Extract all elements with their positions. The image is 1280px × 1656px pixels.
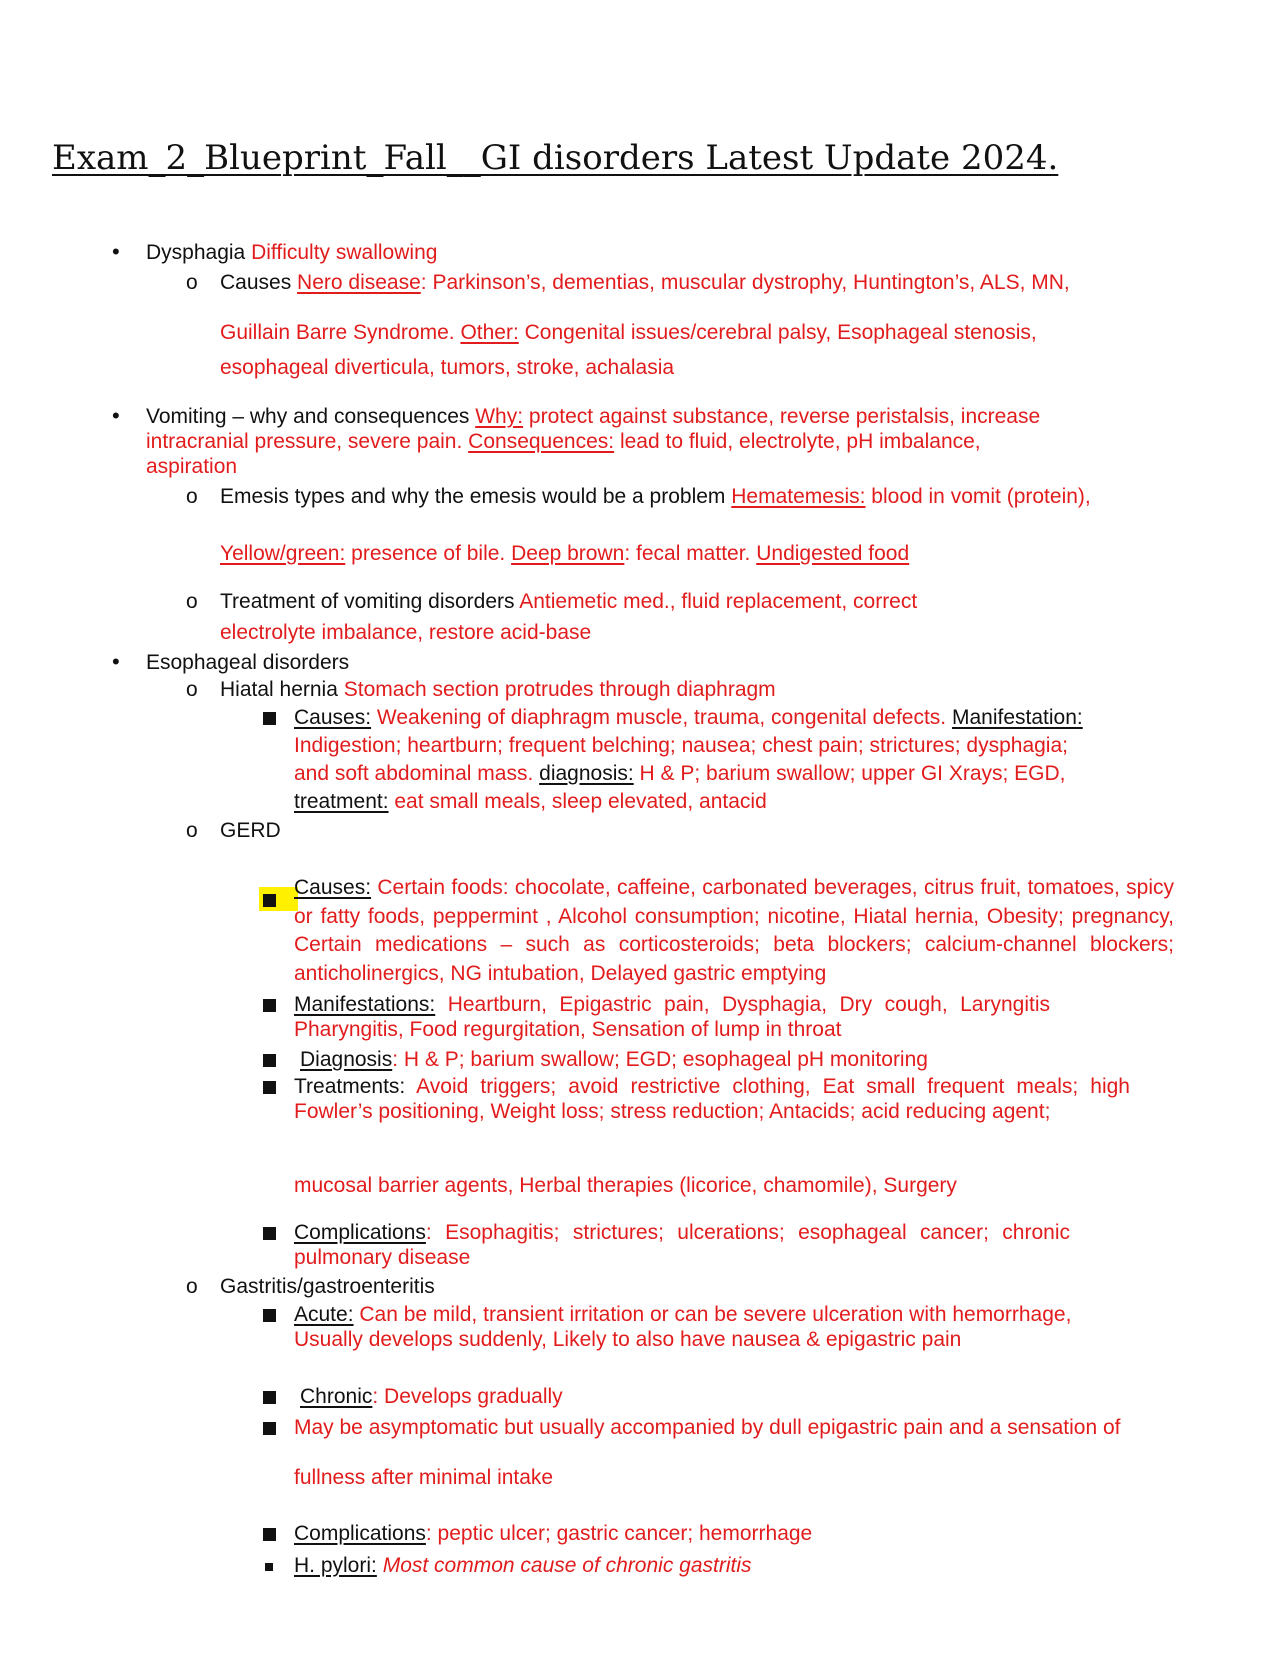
gastritis-complications	[294, 1521, 812, 1547]
nero-disease-list: : Parkinson’s, dementias, muscular dystrophy, Huntington’s, ALS, MN,	[420, 271, 1070, 294]
gastritis-label: Gastritis/gastroenteritis	[220, 1275, 435, 1298]
consequences-label: Consequences:	[468, 430, 615, 453]
causes-label: Causes:	[294, 876, 372, 899]
other-list: Congenital issues/cerebral palsy, Esophageal stenosis,	[518, 321, 1037, 344]
gerd-complications-text: Esophagitis; strictures; ulcerations; esophageal cancer; chronic pulmonary disease	[294, 1221, 1070, 1269]
h-pylori-label: H. pylori:	[294, 1554, 377, 1577]
gerd-manifestations	[294, 992, 1050, 1042]
gerd-complications: Complications: Esophagitis; strictures; ulcerations; esophageal cancer; chronic pulmonary disease	[294, 1221, 1070, 1269]
vomiting-treatment-line2: electrolyte imbalance, restore acid-base	[220, 621, 592, 644]
square-bullet-icon	[263, 894, 276, 907]
causes-text: Guillain Barre Syndrome.	[220, 321, 461, 344]
sub-bullet-icon: o	[186, 1275, 198, 1298]
sub-bullet-icon: o	[186, 485, 198, 508]
gerd-treatments-text: Avoid triggers; avoid restrictive clothing, Eat small frequent meals; high Fowler’s positioning, Weight loss; stress reduction; Antacids; acid reducing agent;	[294, 1075, 1130, 1123]
h-pylori-item	[294, 1553, 752, 1579]
gastritis-acute	[294, 1302, 1096, 1352]
manifestation-label: Manifestation:	[951, 706, 1083, 729]
deep-brown-label: Deep brown	[511, 542, 625, 565]
emesis-types	[220, 484, 1091, 510]
square-bullet-icon	[263, 1054, 276, 1067]
why-text: protect against substance, reverse peristalsis, increase	[523, 405, 1041, 428]
hiatal-hernia-definition: Stomach section protrudes through diaphragm	[343, 678, 776, 701]
bullet-icon: •	[112, 239, 120, 264]
why-label: Why:	[475, 405, 524, 428]
hiatal-diagnosis	[294, 761, 1066, 787]
yellow-green-text: presence of bile.	[345, 542, 512, 565]
hiatal-hernia-label: Hiatal hernia	[220, 678, 338, 701]
bullet-icon: •	[112, 649, 120, 674]
dysphagia-causes-line3: esophageal diverticula, tumors, stroke, achalasia	[220, 356, 675, 379]
emesis-label: Emesis types and why the emesis would be a problem	[220, 485, 726, 508]
dysphagia-label: Dysphagia	[146, 241, 246, 264]
document-title: Exam_2_Blueprint_Fall__GI disorders Latest Update 2024.	[52, 138, 1059, 178]
acute-label: Acute:	[294, 1303, 354, 1326]
gerd-treatments	[294, 1074, 1130, 1124]
square-bullet-icon	[263, 1309, 276, 1322]
gastritis-asymptomatic-line2: fullness after minimal intake	[294, 1466, 554, 1489]
gerd-treatments-cont: mucosal barrier agents, Herbal therapies (licorice, chamomile), Surgery	[294, 1174, 957, 1197]
h-pylori-text: Most common cause of chronic gastritis	[382, 1554, 752, 1577]
gerd-diagnosis	[300, 1047, 928, 1073]
vomiting-line3: aspiration	[146, 455, 238, 478]
gastritis-chronic	[300, 1384, 563, 1410]
vomiting-treatment	[220, 589, 917, 615]
treatment-label: Treatment of vomiting disorders	[220, 590, 515, 613]
treatment-text: Antiemetic med., fluid replacement, correct	[519, 590, 918, 613]
dysphagia-causes	[220, 270, 1070, 296]
vomiting-item	[146, 404, 1040, 430]
hematemesis-label: Hematemesis:	[731, 485, 866, 508]
acute-text: Can be mild, transient irritation or can be severe ulceration with hemorrhage, Usually develops suddenly, Likely to also have nausea & epigastric pain	[294, 1303, 1072, 1351]
diagnosis-text: H & P; barium swallow; upper GI Xrays; EGD,	[633, 762, 1066, 785]
vomiting-text: intracranial pressure, severe pain.	[146, 430, 469, 453]
sub-bullet-icon: o	[186, 819, 198, 842]
chronic-label: Chronic	[300, 1385, 373, 1408]
dysphagia-item	[146, 240, 437, 266]
square-bullet-icon	[263, 999, 276, 1012]
hiatal-treatment	[294, 789, 767, 815]
dysphagia-causes-line2	[220, 320, 1037, 346]
treatments-label: Treatments:	[294, 1075, 406, 1098]
hiatal-hernia-item	[220, 677, 776, 703]
gerd-causes-text: Certain foods: chocolate, caffeine, carbonated beverages, citrus fruit, tomatoes, spicy or fatty foods, peppermint , Alcohol consumption; nicotine, Hiatal hernia, Obesity; pregnancy, Certain medications – such as corticosteroids; beta blockers; calcium-channel blockers; anticholinergics, NG intubation, Delayed gastric emptying	[294, 876, 1174, 985]
square-bullet-icon	[263, 1391, 276, 1404]
vomiting-line2	[146, 429, 981, 455]
other-label: Other:	[460, 321, 519, 344]
gerd-diagnosis-text: : H & P; barium swallow; EGD; esophageal pH monitoring	[392, 1048, 928, 1071]
complications-label: Complications	[294, 1221, 426, 1244]
hiatal-causes-text: Weakening of diaphragm muscle, trauma, congenital defects.	[371, 706, 952, 729]
treatment-text: eat small meals, sleep elevated, antacid	[388, 790, 767, 813]
hiatal-text: and soft abdominal mass.	[294, 762, 540, 785]
hiatal-manifestations: Indigestion; heartburn; frequent belching; nausea; chest pain; strictures; dysphagia;	[294, 734, 1068, 757]
causes-label: Causes:	[294, 706, 372, 729]
causes-label: Causes	[220, 271, 292, 294]
dysphagia-definition: Difficulty swallowing	[251, 241, 438, 264]
consequences-text: lead to fluid, electrolyte, pH imbalance,	[614, 430, 981, 453]
gastritis-complications-text: : peptic ulcer; gastric cancer; hemorrhage	[425, 1522, 813, 1545]
square-bullet-icon	[263, 1227, 276, 1240]
sub-bullet-icon: o	[186, 678, 198, 701]
square-bullet-icon	[263, 1081, 276, 1094]
sub-bullet-icon: o	[186, 271, 198, 294]
gastritis-asymptomatic: May be asymptomatic but usually accompanied by dull epigastric pain and a sensation of	[294, 1416, 1121, 1439]
undigested-food-label: Undigested food	[756, 542, 910, 565]
emesis-types-line2	[220, 541, 909, 567]
square-bullet-icon	[263, 1528, 276, 1541]
nero-disease-label: Nero disease	[297, 271, 421, 294]
gerd-causes	[294, 874, 1174, 988]
hematemesis-text: blood in vomit (protein),	[865, 485, 1091, 508]
esophageal-disorders-label: Esophageal disorders	[146, 651, 350, 674]
manifestations-label: Manifestations:	[294, 993, 436, 1016]
gerd-label: GERD	[220, 819, 281, 842]
chronic-text: : Develops gradually	[372, 1385, 563, 1408]
diagnosis-label: diagnosis:	[539, 762, 634, 785]
complications-label: Complications	[294, 1522, 426, 1545]
sub-bullet-icon: o	[186, 590, 198, 613]
yellow-green-label: Yellow/green:	[220, 542, 346, 565]
square-bullet-icon	[263, 712, 276, 725]
bullet-icon: •	[112, 403, 120, 428]
treatment-label: treatment:	[294, 790, 389, 813]
gerd-manifestations-text: Heartburn, Epigastric pain, Dysphagia, Dry cough, Laryngitis Pharyngitis, Food regurgitation, Sensation of lump in throat	[294, 993, 1050, 1041]
diagnosis-label: Diagnosis	[300, 1048, 393, 1071]
square-bullet-icon	[263, 1422, 276, 1435]
small-square-bullet-icon	[265, 1563, 273, 1571]
deep-brown-text: : fecal matter.	[624, 542, 757, 565]
vomiting-label: Vomiting – why and consequences	[146, 405, 470, 428]
hiatal-causes	[294, 705, 1083, 731]
